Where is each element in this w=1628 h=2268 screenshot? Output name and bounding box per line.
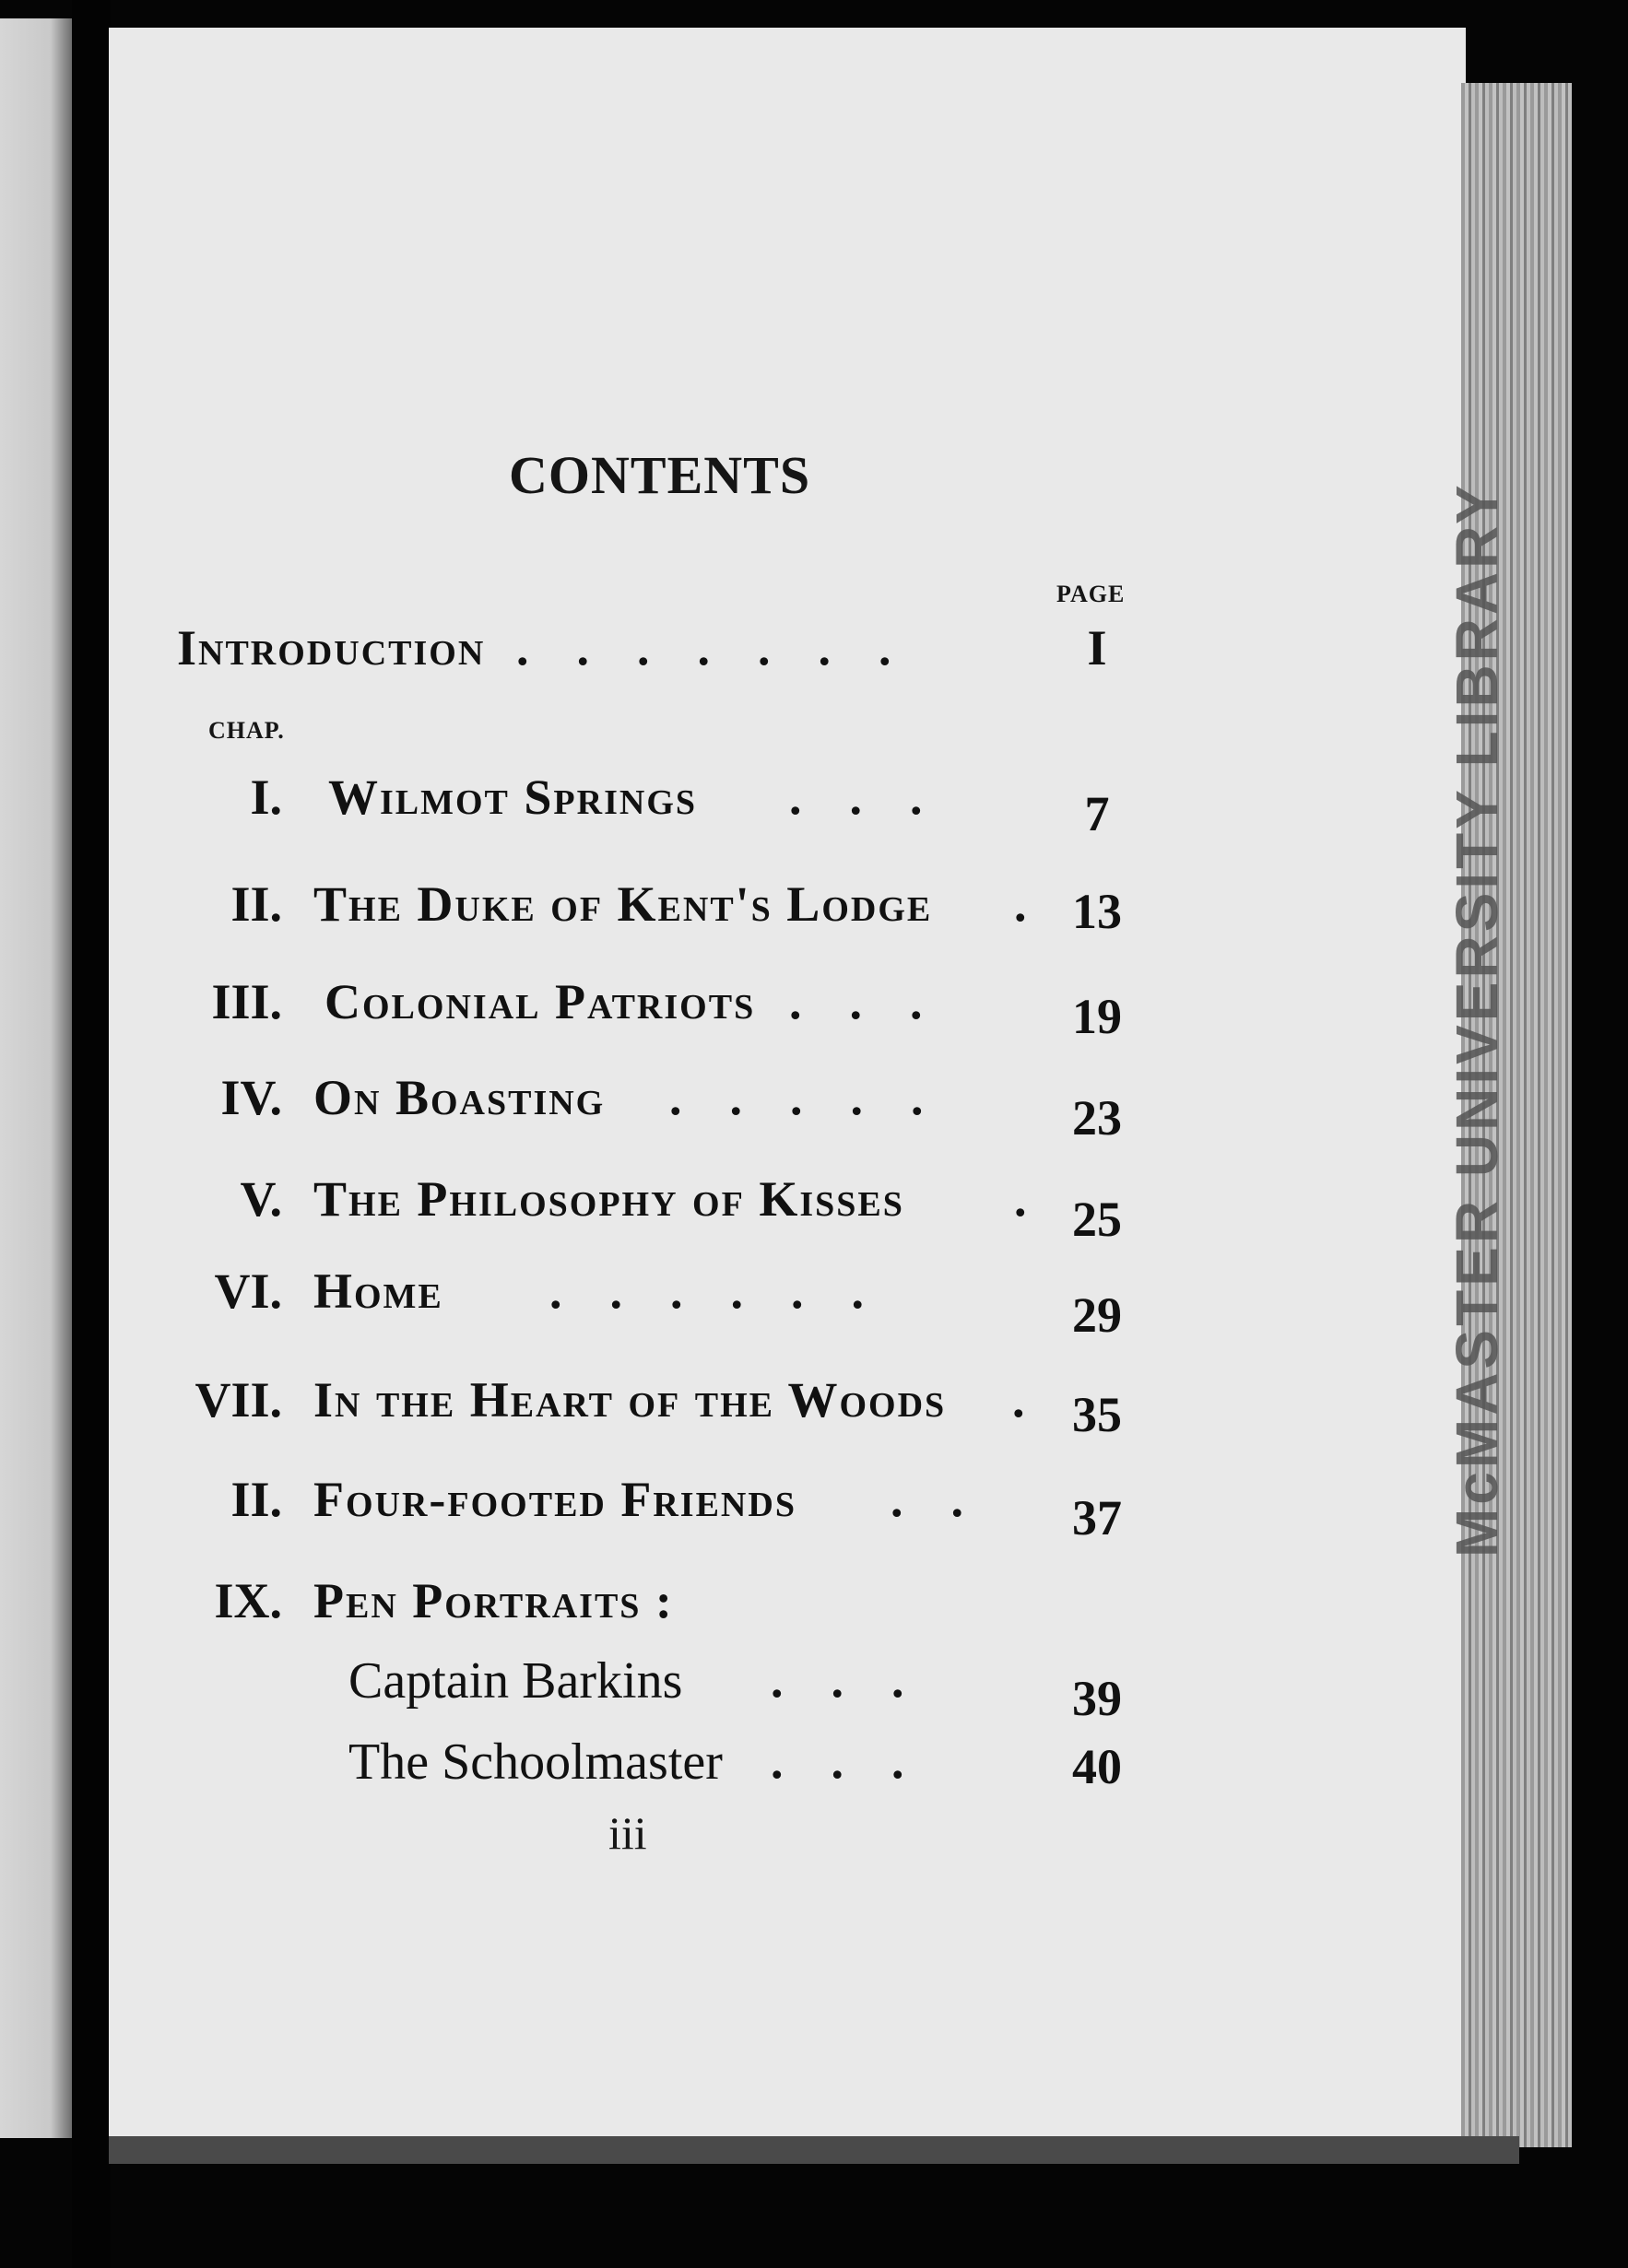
chapter-number: IV. <box>220 1070 282 1125</box>
toc-entry-page: 35 <box>1072 1387 1122 1442</box>
leader-dots: ....... <box>516 620 939 676</box>
toc-entry <box>0 1572 1628 1637</box>
toc-entry <box>0 973 1628 1044</box>
toc-entry-page: 13 <box>1072 884 1122 939</box>
toc-entry-page: 29 <box>1072 1287 1122 1343</box>
toc-entry-page: 19 <box>1072 989 1122 1044</box>
leader-dots: ...... <box>549 1263 912 1319</box>
toc-entry-title: In the Heart of the Woods <box>313 1372 947 1428</box>
toc-entry-page: 37 <box>1072 1490 1122 1545</box>
toc-entry-page: 39 <box>1072 1671 1122 1726</box>
toc-entry-page: 25 <box>1072 1192 1122 1247</box>
leader-dots: ... <box>771 1652 952 1708</box>
toc-entry <box>0 1170 1628 1247</box>
toc-entry-title: Pen Portraits : <box>313 1573 674 1628</box>
chapter-number: VI. <box>214 1263 282 1319</box>
toc-entry-title: On Boasting <box>313 1070 606 1125</box>
toc-entry <box>0 769 1628 841</box>
toc-entry-title: The Duke of Kent's Lodge <box>313 876 933 932</box>
toc-entry-page: 23 <box>1072 1090 1122 1146</box>
chapter-number: V. <box>240 1171 282 1227</box>
leader-dots: ... <box>771 1733 952 1789</box>
toc-entry <box>0 1471 1628 1545</box>
toc-entry-title: Captain Barkins <box>348 1652 683 1710</box>
toc-entry-title: The Schoolmaster <box>348 1733 723 1791</box>
chapter-number: II. <box>230 1472 282 1527</box>
book-gutter <box>72 0 111 2268</box>
chapter-column-label: CHAP. <box>208 717 285 744</box>
page-column-label: PAGE <box>1056 581 1126 607</box>
leader-dots: ... <box>789 770 971 825</box>
toc-entry-title: Colonial Patriots <box>324 974 756 1029</box>
library-stamp: McMASTER UNIVERSITY LIBRARY <box>1444 481 1510 1557</box>
toc-entry-page: I <box>1087 620 1107 676</box>
toc-entry-title: Four-footed Friends <box>313 1472 796 1527</box>
leader-dots: . <box>1014 876 1075 932</box>
toc-entry-title: Introduction <box>177 620 486 676</box>
toc-entry-page: 7 <box>1084 786 1110 841</box>
chapter-number: VII. <box>195 1372 282 1428</box>
chapter-number: III. <box>211 974 282 1029</box>
toc-entry-page: 40 <box>1072 1739 1122 1794</box>
book-bottom-edge <box>109 2136 1519 2164</box>
toc-entry <box>0 875 1628 940</box>
toc-entry <box>0 1651 1628 1726</box>
page-folio: iii <box>608 1807 647 1859</box>
leader-dots: ..... <box>669 1070 972 1125</box>
toc-entry <box>0 1069 1628 1146</box>
leader-dots: . <box>1012 1372 1073 1428</box>
chapter-number: I. <box>250 770 282 825</box>
toc-entry-title: Wilmot Springs <box>328 770 698 825</box>
toc-entry <box>0 1263 1628 1343</box>
toc-entry <box>0 1371 1628 1442</box>
toc-entry <box>0 1733 1628 1797</box>
toc-entry-title: The Philosophy of Kisses <box>313 1171 904 1227</box>
leader-dots: . <box>1014 1171 1075 1227</box>
leader-dots: ... <box>789 974 971 1029</box>
chapter-number: II. <box>230 876 282 932</box>
leader-dots: .. <box>891 1472 1011 1527</box>
chapter-number: IX. <box>214 1573 282 1628</box>
toc-entry-title: Home <box>313 1263 443 1319</box>
page-title: CONTENTS <box>509 445 811 505</box>
toc-entry <box>0 619 1628 684</box>
